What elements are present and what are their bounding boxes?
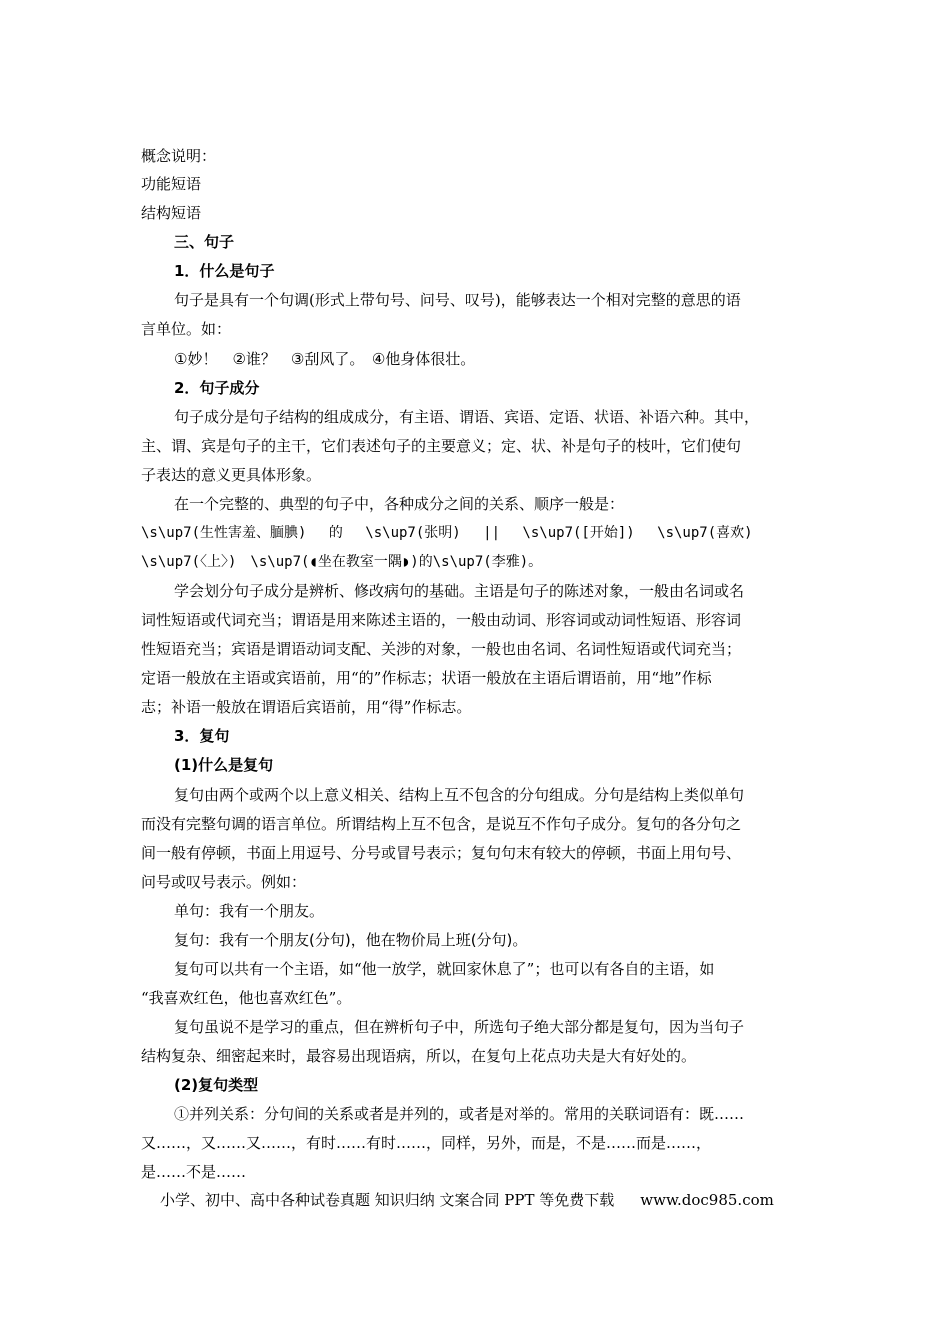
paragraph-line: 复句由两个或两个以上意义相关、结构上互不包含的分句组成。分句是结构上类似单句 bbox=[174, 786, 745, 804]
concept-item: 功能短语 bbox=[141, 175, 202, 193]
footer-url[interactable]: www.doc985.com bbox=[640, 1191, 774, 1209]
paragraph-line: 在一个完整的、典型的句子中，各种成分之间的关系、顺序一般是： bbox=[174, 495, 625, 513]
subsection-title: 3．复句 bbox=[174, 727, 230, 745]
example-simple-sentence: 单句：我有一个朋友。 bbox=[174, 902, 325, 920]
field-code-line: \s\up7(生性害羞、腼腆) 的 \s\up7(张明) || \s\up7([开始]) \s\up7(喜欢) bbox=[141, 525, 753, 541]
paragraph-line: 言单位。如： bbox=[141, 320, 232, 338]
footer-text: 小学、初中、高中各种试卷真题 知识归纳 文案合同 PPT 等免费下载 bbox=[160, 1191, 615, 1209]
paragraph-line: 词性短语或代词充当；谓语是用来陈述主语的，一般由动词、形容词或动词性短语、形容词 bbox=[141, 611, 742, 629]
paragraph-line: 是……不是…… bbox=[141, 1163, 247, 1181]
paragraph-line: 句子成分是句子结构的组成成分，有主语、谓语、宾语、定语、状语、补语六种。其中， bbox=[174, 408, 760, 426]
subsection-title: (1)什么是复句 bbox=[174, 756, 274, 774]
paragraph-line: 学会划分句子成分是辨析、修改病句的基础。主语是句子的陈述对象，一般由名词或名 bbox=[174, 582, 745, 600]
subsection-title: 2．句子成分 bbox=[174, 379, 260, 397]
paragraph-line: ①并列关系：分句间的关系或者是并列的，或者是对举的。常用的关联词语有：既…… bbox=[174, 1105, 745, 1123]
example-sentences: ①妙！ ②谁？ ③刮风了。 ④他身体很壮。 bbox=[174, 350, 476, 368]
paragraph-line: 问号或叹号表示。例如： bbox=[141, 873, 307, 891]
paragraph-line: 复句可以共有一个主语，如“他一放学，就回家休息了”；也可以有各自的主语，如 bbox=[174, 960, 715, 978]
paragraph-line: 又……，又……又……，有时……有时……，同样，另外，而是，不是……而是……， bbox=[141, 1134, 712, 1152]
paragraph-line: 志；补语一般放在谓语后宾语前，用“得”作标志。 bbox=[141, 698, 472, 716]
subsection-title: 1．什么是句子 bbox=[174, 262, 275, 280]
concepts-heading: 概念说明： bbox=[141, 147, 217, 165]
paragraph-line: 结构复杂、细密起来时，最容易出现语病，所以，在复句上花点功夫是大有好处的。 bbox=[141, 1047, 697, 1065]
paragraph-line: “我喜欢红色，他也喜欢红色”。 bbox=[141, 989, 352, 1007]
example-compound-sentence: 复句：我有一个朋友(分句)，他在物价局上班(分句)。 bbox=[174, 931, 528, 949]
paragraph-line: 定语一般放在主语或宾语前，用“的”作标志；状语一般放在主语后谓语前，用“地”作标 bbox=[141, 669, 712, 687]
paragraph-line: 子表达的意义更具体形象。 bbox=[141, 466, 322, 484]
paragraph-line: 间一般有停顿，书面上用逗号、分号或冒号表示；复句句末有较大的停顿，书面上用句号、 bbox=[141, 844, 742, 862]
paragraph-line: 主、谓、宾是句子的主干，它们表述句子的主要意义；定、状、补是句子的枝叶，它们使句 bbox=[141, 437, 742, 455]
paragraph-line: 而没有完整句调的语言单位。所谓结构上互不包含，是说互不作句子成分。复句的各分句之 bbox=[141, 815, 742, 833]
field-code-line: \s\up7(〈上〉) \s\up7(◖坐在教室一隅◗)的\s\up7(李雅)。 bbox=[141, 554, 543, 570]
page-footer bbox=[160, 1190, 774, 1210]
paragraph-line: 句子是具有一个句调(形式上带句号、问号、叹号)，能够表达一个相对完整的意思的语 bbox=[174, 291, 741, 309]
section-title: 三、句子 bbox=[174, 233, 235, 251]
paragraph-line: 复句虽说不是学习的重点，但在辨析句子中，所选句子绝大部分都是复句，因为当句子 bbox=[174, 1018, 745, 1036]
concept-item: 结构短语 bbox=[141, 204, 202, 222]
subsection-title: (2)复句类型 bbox=[174, 1076, 259, 1094]
paragraph-line: 性短语充当；宾语是谓语动词支配、关涉的对象，一般也由名词、名词性短语或代词充当； bbox=[141, 640, 742, 658]
